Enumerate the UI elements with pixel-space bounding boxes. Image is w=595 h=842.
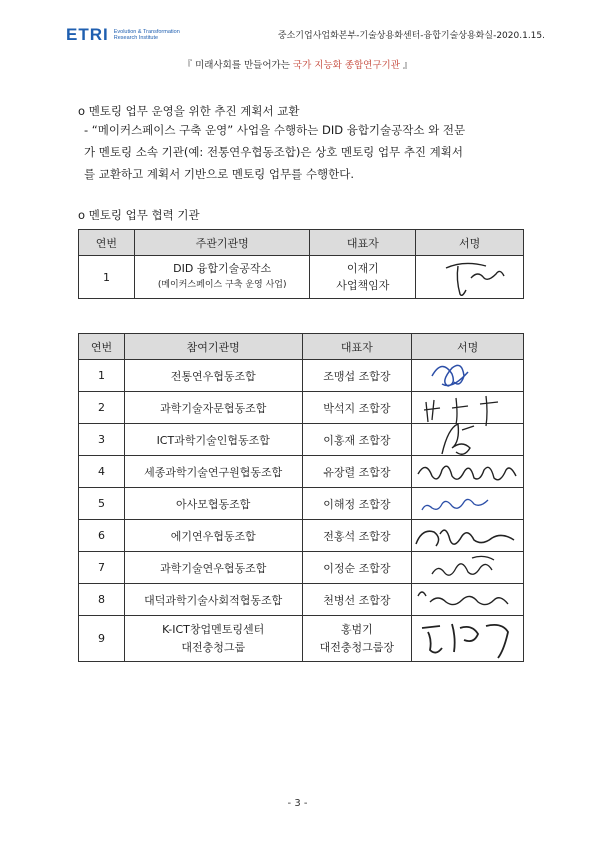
page-number: - 3 - bbox=[287, 798, 308, 809]
signature-host bbox=[416, 250, 524, 300]
table-row bbox=[79, 256, 524, 299]
signature-9 bbox=[412, 610, 524, 664]
cell-rep: 천병선 조합장 bbox=[302, 584, 412, 616]
org-subtitle: (메이커스페이스 구축 운영 사업) bbox=[157, 280, 287, 290]
cell-org bbox=[124, 616, 302, 662]
header-rep: 대표자 bbox=[310, 230, 416, 256]
slogan-highlight: 국가 지능화 종합연구기관 bbox=[292, 60, 400, 71]
host-organization-table bbox=[78, 229, 524, 299]
cell-signature bbox=[412, 616, 524, 662]
cell-no: 4 bbox=[79, 456, 125, 488]
cell-rep: 이홍재 조합장 bbox=[302, 424, 412, 456]
logo-tagline-line2: Research Institute bbox=[113, 35, 159, 41]
cell-no: 1 bbox=[79, 360, 125, 392]
org-name: DID 융합기술공작소 bbox=[173, 262, 272, 275]
slogan bbox=[0, 57, 595, 71]
slogan-suffix: 』 bbox=[399, 60, 413, 71]
paragraph-line-3: 를 교환하고 계획서 기반으로 멘토링 업무를 수행한다. bbox=[84, 167, 354, 181]
cell-rep bbox=[302, 616, 412, 662]
cell-org: 아사모협동조합 bbox=[124, 488, 302, 520]
logo-tagline bbox=[114, 29, 180, 42]
table-row bbox=[79, 616, 524, 662]
org-name: K-ICT창업멘토링센터 bbox=[162, 622, 265, 636]
header-org: 참여기관명 bbox=[124, 334, 302, 360]
etri-logo bbox=[66, 25, 180, 45]
rep-name: 이재기 bbox=[346, 262, 379, 275]
cell-no: 1 bbox=[79, 256, 135, 299]
cell-org bbox=[134, 256, 310, 299]
cell-rep: 이정순 조합장 bbox=[302, 552, 412, 584]
department-header: 중소기업사업화본부-기술상용화센터-융합기술상용화실-2020.1.15. bbox=[277, 31, 545, 41]
cell-org: ICT과학기술인협동조합 bbox=[124, 424, 302, 456]
cell-rep: 박석지 조합장 bbox=[302, 392, 412, 424]
logo-tagline-line1: Evolution & Transformation bbox=[113, 28, 180, 35]
rep-title: 대전충청그룹장 bbox=[319, 640, 395, 654]
rep-name: 홍범기 bbox=[340, 622, 373, 636]
slogan-prefix: 『 미래사회를 만들어가는 bbox=[182, 60, 293, 71]
cell-rep: 유장렬 조합장 bbox=[302, 456, 412, 488]
logo-mark: ETRI bbox=[66, 25, 109, 44]
cell-no: 5 bbox=[79, 488, 125, 520]
cell-signature bbox=[416, 256, 524, 299]
cell-org: 대덕과학기술사회적협동조합 bbox=[124, 584, 302, 616]
header-no: 연번 bbox=[79, 334, 125, 360]
cell-rep: 이해정 조합장 bbox=[302, 488, 412, 520]
cell-rep bbox=[310, 256, 416, 299]
header-sign: 서명 bbox=[412, 334, 524, 360]
cell-org: 과학기술자문협동조합 bbox=[124, 392, 302, 424]
header-rep: 대표자 bbox=[302, 334, 412, 360]
section-heading-partners: o 멘토링 업무 협력 기관 bbox=[78, 208, 200, 222]
section-heading-plan-exchange: o 멘토링 업무 운영을 위한 추진 계획서 교환 bbox=[78, 104, 300, 118]
cell-org: 에기연우협동조합 bbox=[124, 520, 302, 552]
cell-org: 과학기술연우협동조합 bbox=[124, 552, 302, 584]
cell-no: 8 bbox=[79, 584, 125, 616]
header-no: 연번 bbox=[79, 230, 135, 256]
cell-no: 6 bbox=[79, 520, 125, 552]
header-org: 주관기관명 bbox=[134, 230, 310, 256]
cell-no: 9 bbox=[79, 616, 125, 662]
cell-no: 3 bbox=[79, 424, 125, 456]
cell-org: 세종과학기술연구원협동조합 bbox=[124, 456, 302, 488]
cell-rep: 조맹섭 조합장 bbox=[302, 360, 412, 392]
org-group: 대전충청그룹 bbox=[181, 640, 246, 654]
paragraph-line-2: 가 멘토링 소속 기관(예: 전통연우협동조합)은 상호 멘토링 업무 추진 계획서 bbox=[84, 145, 464, 159]
cell-no: 2 bbox=[79, 392, 125, 424]
cell-no: 7 bbox=[79, 552, 125, 584]
cell-org: 전통연우협동조합 bbox=[124, 360, 302, 392]
participant-organizations-table bbox=[78, 333, 524, 662]
rep-title: 사업책임자 bbox=[336, 279, 390, 292]
paragraph-line-1: - “메이커스페이스 구축 운영” 사업을 수행하는 DID 융합기술공작소 와 전문 bbox=[84, 123, 466, 137]
cell-rep: 전홍석 조합장 bbox=[302, 520, 412, 552]
section-paragraph bbox=[84, 119, 522, 185]
header-sign: 서명 bbox=[416, 230, 524, 256]
